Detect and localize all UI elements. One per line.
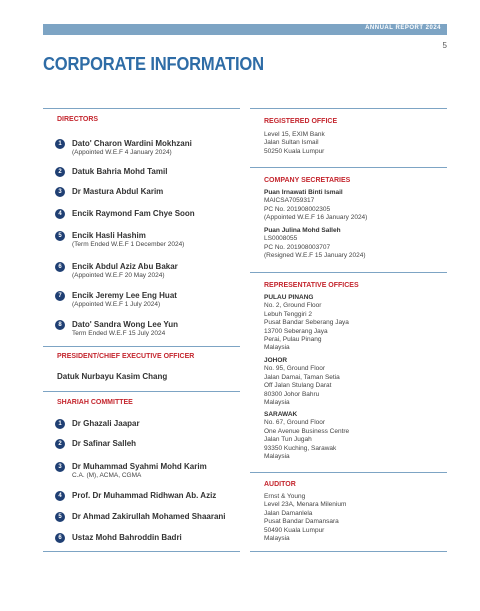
auditor-heading: AUDITOR	[264, 481, 296, 488]
shariah-member-name: Dr Ghazali Jaapar	[72, 419, 140, 428]
office-name: SARAWAK	[264, 411, 298, 418]
number-badge: 8	[55, 320, 65, 330]
shariah-rule	[43, 391, 240, 392]
number-badge: 6	[55, 262, 65, 272]
registered-office-address	[264, 131, 325, 156]
number-badge: 3	[55, 462, 65, 472]
address-line: Ernst & Young	[264, 493, 306, 500]
directors-rule	[43, 108, 240, 109]
shariah-member-note: C.A. (M), ACMA, CGMA	[72, 472, 142, 479]
shariah-member-name: Ustaz Mohd Bahroddin Badri	[72, 533, 182, 542]
shariah-member-name: Dr Muhammad Syahmi Mohd Karim	[72, 462, 207, 471]
number-badge: 4	[55, 491, 65, 501]
number-badge: 5	[55, 231, 65, 241]
director-name: Dato' Charon Wardini Mokhzani	[72, 139, 192, 148]
office-name: PULAU PINANG	[264, 294, 314, 301]
ceo-heading: PRESIDENT/CHIEF EXECUTIVE OFFICER	[57, 353, 195, 360]
secretary-block	[264, 227, 366, 261]
secretary-block	[264, 189, 367, 223]
director-note: (Appointed W.E.F 4 January 2024)	[72, 149, 172, 156]
director-name: Encik Jeremy Lee Eng Huat	[72, 291, 177, 300]
director-name: Datuk Bahria Mohd Tamil	[72, 167, 168, 176]
number-badge: 6	[55, 533, 65, 543]
report-label: ANNUAL REPORT 2024	[365, 25, 441, 31]
shariah-member-name: Prof. Dr Muhammad Ridhwan Ab. Aziz	[72, 491, 217, 500]
address-line: Jalan Damai, Taman Setia	[264, 373, 340, 381]
office-name: JOHOR	[264, 357, 288, 364]
rep-offices-rule	[250, 272, 447, 273]
address-line: 13700 Seberang Jaya	[264, 327, 328, 335]
office-block	[264, 294, 349, 353]
director-note: (Term Ended W.E.F 1 December 2024)	[72, 241, 185, 248]
auditor-rule	[250, 472, 447, 473]
address-line: Malaysia	[264, 344, 290, 352]
address-line: Perai, Pulau Pinang	[264, 336, 322, 344]
auditor-address	[264, 493, 346, 543]
number-badge: 2	[55, 439, 65, 449]
registered-office-rule	[250, 108, 447, 109]
secretaries-rule	[250, 167, 447, 168]
ceo-name: Datuk Nurbayu Kasim Chang	[57, 372, 168, 381]
address-line: Jalan Sultan Ismail	[264, 139, 319, 147]
address-line: No. 67, Ground Floor	[264, 419, 326, 427]
secretary-detail: MAICSA7059317	[264, 197, 315, 205]
secretaries-heading: COMPANY SECRETARIES	[264, 177, 351, 184]
address-line: Jalan Damanlela	[264, 509, 313, 517]
director-name: Dato' Sandra Wong Lee Yun	[72, 320, 179, 329]
number-badge: 1	[55, 139, 65, 149]
address-line: Level 15, EXIM Bank	[264, 131, 325, 138]
address-line: Level 23A, Menara Milenium	[264, 501, 347, 509]
number-badge: 2	[55, 167, 65, 177]
address-line: Pusat Bandar Seberang Jaya	[264, 319, 349, 327]
director-name: Dr Mastura Abdul Karim	[72, 187, 164, 196]
registered-office-heading: REGISTERED OFFICE	[264, 118, 338, 125]
director-note: (Appointed W.E.F 1 July 2024)	[72, 301, 161, 308]
left-bottom-rule	[43, 551, 240, 552]
directors-heading: DIRECTORS	[57, 116, 99, 123]
shariah-member-name: Dr Safinar Salleh	[72, 439, 137, 448]
address-line: Off Jalan Stulang Darat	[264, 382, 332, 390]
page-title: CORPORATE INFORMATION	[43, 54, 264, 74]
address-line: 50250 Kuala Lumpur	[264, 147, 325, 155]
address-line: One Avenue Business Centre	[264, 427, 350, 435]
director-name: Encik Abdul Aziz Abu Bakar	[72, 262, 178, 271]
address-line: 93350 Kuching, Sarawak	[264, 444, 337, 452]
ceo-rule	[43, 346, 240, 347]
number-badge: 3	[55, 187, 65, 197]
address-line: 50490 Kuala Lumpur	[264, 526, 325, 534]
address-line: 80300 Johor Bahru	[264, 390, 320, 398]
address-line: Lebuh Tenggiri 2	[264, 310, 312, 318]
address-line: Malaysia	[264, 535, 290, 543]
director-name: Encik Raymond Fam Chye Soon	[72, 209, 195, 218]
rep-offices-heading: REPRESENTATIVE OFFICES	[264, 282, 359, 289]
top-banner	[43, 24, 447, 35]
address-line: No. 95, Ground Floor	[264, 365, 326, 373]
secretary-detail: PC No. 201908003707	[264, 243, 331, 251]
office-block	[264, 411, 349, 461]
address-line: Malaysia	[264, 453, 290, 461]
address-line: Malaysia	[264, 399, 290, 407]
secretary-detail: (Appointed W.E.F 16 January 2024)	[264, 214, 368, 222]
number-badge: 1	[55, 419, 65, 429]
address-line: No. 2, Ground Floor	[264, 302, 322, 310]
number-badge: 5	[55, 512, 65, 522]
secretary-detail: (Resigned W.E.F 15 January 2024)	[264, 252, 366, 260]
shariah-member-name: Dr Ahmad Zakirullah Mohamed Shaarani	[72, 512, 226, 521]
director-note: (Appointed W.E.F 20 May 2024)	[72, 272, 165, 279]
secretary-detail: PC No. 201908002305	[264, 205, 331, 213]
director-name: Encik Hasli Hashim	[72, 231, 146, 240]
secretary-name: Puan Irnawati Binti Ismail	[264, 189, 343, 196]
address-line: Pusat Bandar Damansara	[264, 518, 339, 526]
director-note: Term Ended W.E.F 15 July 2024	[72, 330, 166, 337]
office-block	[264, 357, 340, 407]
secretary-name: Puan Julina Mohd Salleh	[264, 227, 341, 234]
page-number: 5	[442, 41, 447, 50]
secretary-detail: LS0008055	[264, 235, 298, 243]
shariah-heading: SHARIAH COMMITTEE	[57, 399, 133, 406]
number-badge: 7	[55, 291, 65, 301]
number-badge: 4	[55, 209, 65, 219]
address-line: Jalan Tun Jugah	[264, 436, 312, 444]
right-bottom-rule	[250, 551, 447, 552]
